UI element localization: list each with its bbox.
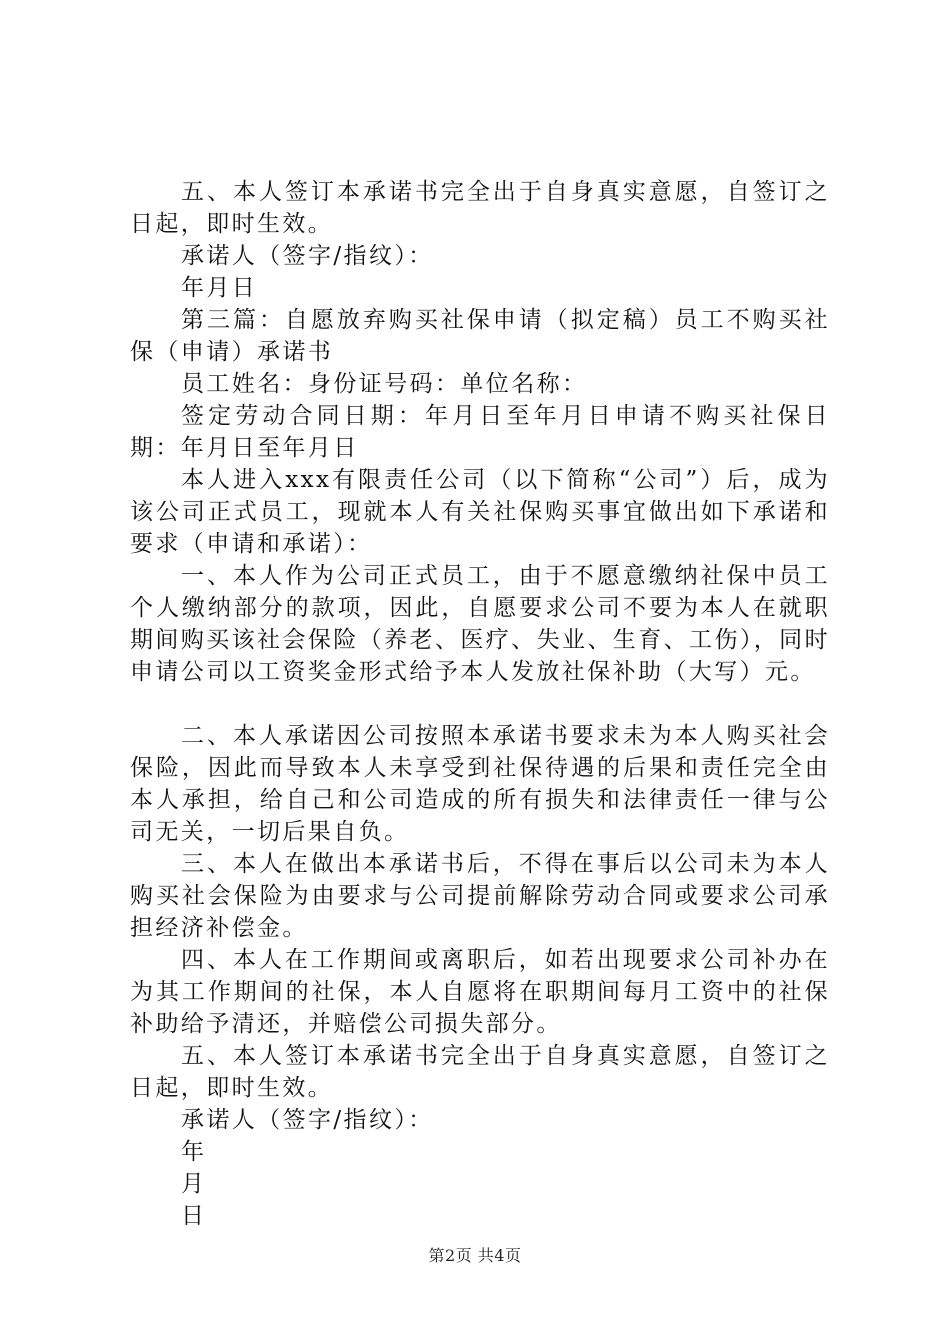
clause-four: 四、本人在工作期间或离职后，如若出现要求公司补办在为其工作期间的社保，本人自愿将在职期间每月工资中的社保补助给予清还，并赔偿公司损失部分。 xyxy=(130,947,830,1037)
intro-paragraph: 本人进入xxx有限责任公司（以下简称“公司”）后，成为该公司正式员工，现就本人有关社保购买事宜做出如下承诺和要求（申请和承诺）： xyxy=(130,467,830,557)
contract-date-line: 签定劳动合同日期：年月日至年月日申请不购买社保日期：年月日至年月日 xyxy=(130,403,830,461)
clause-two: 二、本人承诺因公司按照本承诺书要求未为本人购买社会保险，因此而导致本人未享受到社保待遇的后果和责任完全由本人承担，给自己和公司造成的所有损失和法律责任一律与公司无关，一切后果自负。 xyxy=(130,723,830,845)
section-title: 第三篇：自愿放弃购买社保申请（拟定稿）员工不购买社保（申请）承诺书 xyxy=(130,307,830,365)
date-year: 年 xyxy=(181,1139,207,1165)
date-month: 月 xyxy=(181,1171,207,1197)
employee-info-line: 员工姓名：身份证号码：单位名称： xyxy=(181,371,588,397)
clause-five: 五、本人签订本承诺书完全出于自身真实意愿，自签订之日起，即时生效。 xyxy=(130,179,830,237)
date-day: 日 xyxy=(181,1203,207,1229)
document-body xyxy=(130,176,830,1232)
clause-one: 一、本人作为公司正式员工，由于不愿意缴纳社保中员工个人缴纳部分的款项，因此，自愿要求公司不要为本人在就职期间购买该社会保险（养老、医疗、失业、生育、工伤），同时申请公司以工资奖金形式给予本人发放社保补助（大写）元。 xyxy=(130,563,830,685)
page-number-footer: 第2页 共4页 xyxy=(428,1246,522,1265)
signer-line: 承诺人（签字/指纹）： xyxy=(181,243,434,269)
signer-line-repeat: 承诺人（签字/指纹）： xyxy=(181,1107,434,1133)
clause-three: 三、本人在做出本承诺书后，不得在事后以公司未为本人购买社会保险为由要求与公司提前解除劳动合同或要求公司承担经济补偿金。 xyxy=(130,851,830,941)
date-line: 年月日 xyxy=(181,275,258,301)
clause-five-repeat: 五、本人签订本承诺书完全出于自身真实意愿，自签订之日起，即时生效。 xyxy=(130,1043,830,1101)
